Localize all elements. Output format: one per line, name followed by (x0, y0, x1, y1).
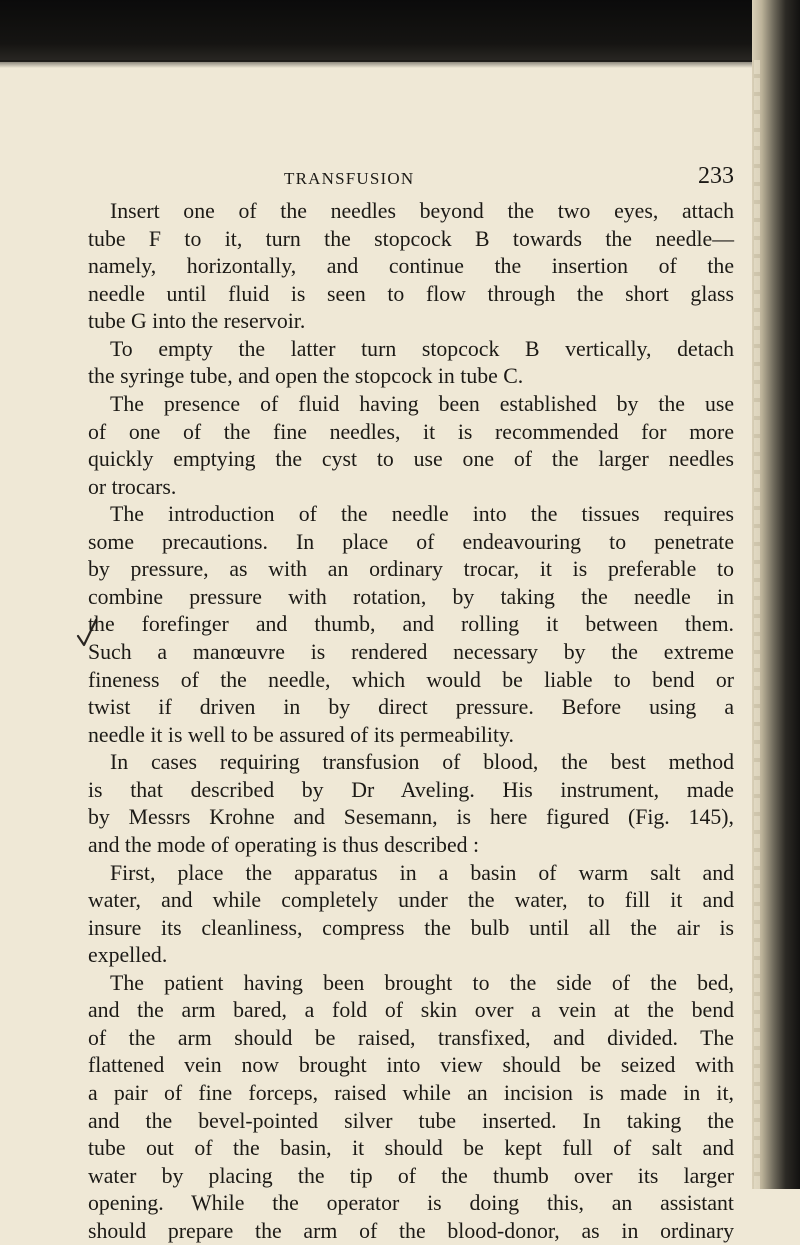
text-line: expelled. (88, 943, 168, 968)
text-line: and the arm bared, a fold of skin over a vein at the bend (88, 998, 734, 1023)
text-line: insure its cleanliness, compress the bulb until all the air is (88, 915, 734, 940)
text-line: of one of the fine needles, it is recommended for more (88, 419, 734, 444)
text-line: the syringe tube, and open the stopcock in tube C. (88, 364, 524, 389)
text-line: fineness of the needle, which would be liable to bend or (88, 667, 734, 692)
text-line: opening. While the operator is doing this, an assistant (88, 1191, 734, 1216)
text-line: combine pressure with rotation, by taking the needle in (88, 584, 734, 609)
text-line: needle until fluid is seen to flow through the short glass (88, 281, 734, 306)
text-line: by Messrs Krohne and Sesemann, is here figured (Fig. 145), (88, 805, 734, 830)
running-head: TRANSFUSION (284, 169, 415, 188)
text-line: water, and while completely under the water, to fill it and (88, 888, 734, 913)
text-line: namely, horizontally, and continue the insertion of the (88, 254, 734, 279)
text-line: First, place the apparatus in a basin of warm salt and (110, 860, 734, 885)
text-line: The patient having been brought to the side of the bed, (110, 970, 734, 995)
text-line: water by placing the tip of the thumb over its larger (88, 1163, 734, 1188)
text-line: tube F to it, turn the stopcock B towards the needle— (88, 226, 734, 251)
text-line: of the arm should be raised, transfixed, and divided. The (88, 1025, 734, 1050)
text-line: and the bevel-pointed silver tube inserted. In taking the (88, 1108, 734, 1133)
text-line: should prepare the arm of the blood-donor, as in ordinary (88, 1218, 734, 1243)
text-line: tube G into the reservoir. (88, 309, 306, 334)
text-line: quickly emptying the cyst to use one of the larger needles (88, 447, 734, 472)
text-line: flattened vein now brought into view should be seized with (88, 1053, 734, 1078)
text-line: tube out of the basin, it should be kept full of salt and (88, 1136, 734, 1161)
text-line: The introduction of the needle into the tissues requires (110, 502, 734, 527)
text-line: twist if driven in by direct pressure. Before using a (88, 695, 734, 720)
text-line: the forefinger and thumb, and rolling it between them. (88, 612, 734, 637)
text-line: The presence of fluid having been established by the use (110, 391, 734, 416)
body-text (88, 198, 734, 1245)
text-line: To empty the latter turn stopcock B vertically, detach (110, 336, 734, 361)
text-line: needle it is well to be assured of its permeability. (88, 722, 514, 747)
text-line: Insert one of the needles beyond the two eyes, attach (110, 199, 734, 223)
text-line: by pressure, as with an ordinary trocar, it is preferable to (88, 557, 734, 582)
text-line: Such a manœuvre is rendered necessary by the extreme (88, 640, 734, 664)
page-number: 233 (698, 163, 734, 189)
text-line: is that described by Dr Aveling. His instrument, made (88, 777, 734, 802)
text-line: In cases requiring transfusion of blood, the best method (110, 750, 734, 775)
text-line: some precautions. In place of endeavouring to penetrate (88, 529, 734, 554)
book-spine-edge (752, 0, 800, 1189)
text-line: and the mode of operating is thus described : (88, 832, 480, 857)
text-line: a pair of fine forceps, raised while an incision is made in it, (88, 1081, 734, 1105)
page-header (88, 165, 734, 195)
text-line: or trocars. (88, 474, 177, 499)
